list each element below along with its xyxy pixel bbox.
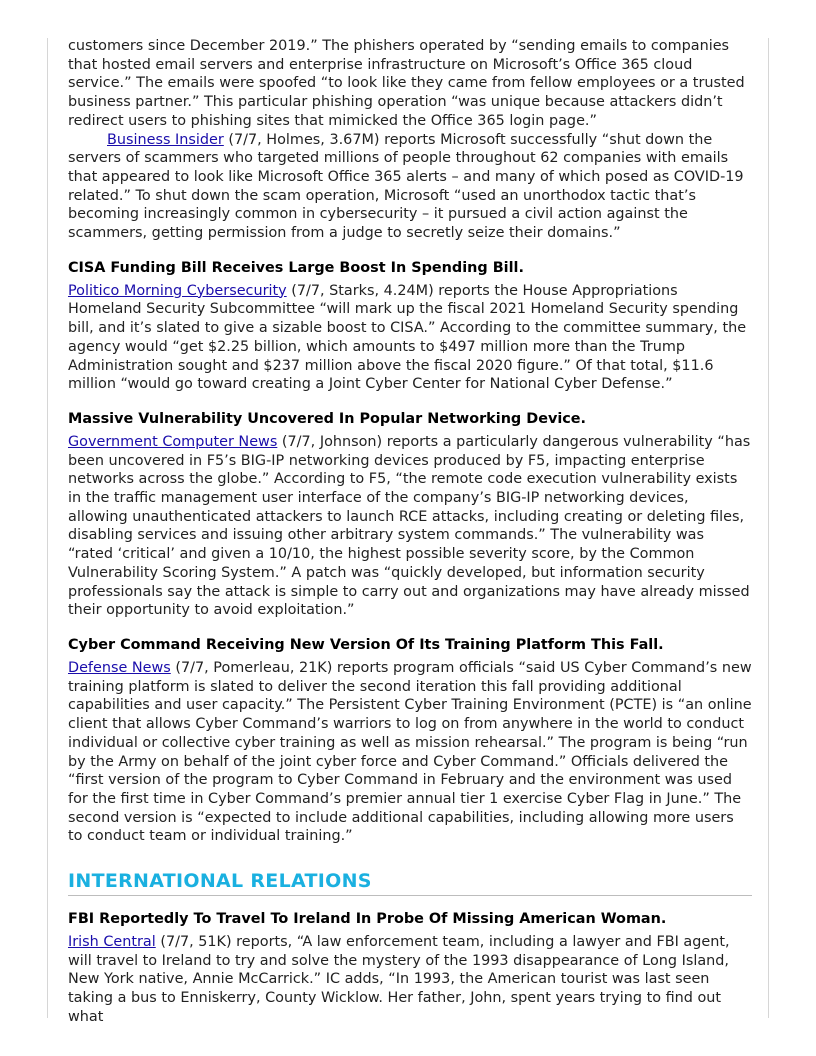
source-link-gcn[interactable]: Government Computer News [68,433,278,450]
article-headline-vulnerability: Massive Vulnerability Uncovered In Popular Networking Device. [68,410,587,427]
article-headline-cyber-command: Cyber Command Receiving New Version Of Its Training Platform This Fall. [68,636,664,653]
intro-paragraph [68,131,752,243]
article-body-cisa [68,282,752,394]
section-heading-international-relations: INTERNATIONAL RELATIONS [68,868,752,896]
document-page [68,37,752,1027]
right-margin-rule [768,38,769,1018]
source-link-irish-central[interactable]: Irish Central [68,934,156,951]
article-text-vulnerability: (7/7, Johnson) reports a particularly dangerous vulnerability “has been uncovered in F5’s BIG-IP networking devices produced by F5, impacting enterprise networks across the globe.” According to F5, “the remote code execution vulnerability exists in the traffic management user interface of the company’s BIG-IP networking devices, allowing unauthenticated attackers to launch RCE attacks, including creating or deleting files, disabling services and issuing other arbitrary system commands.” The vulnerability was “rated ‘critical’ and given a 10/10, the highest possible severity score, by the Common Vulnerability Scoring System.” A patch was “quickly developed, but information security professionals say the attack is simple to carry out and organizations may have already missed their opportunity to avoid exploitation.” [68,433,751,619]
article-body-vulnerability [68,433,752,620]
article-body-fbi-ireland [68,933,752,1027]
article-text-fbi-ireland: (7/7, 51K) reports, “A law enforcement team, including a lawyer and FBI agent, will travel to Ireland to try and solve the mystery of the 1993 disappearance of Long Island, New York native, Annie McCarrick.” IC adds, “In 1993, the American tourist was last seen taking a bus to Enniskerry, County Wicklow. Her father, John, spent years trying to find out what [68,934,730,1025]
article-headline-cisa: CISA Funding Bill Receives Large Boost In Spending Bill. [68,259,524,276]
intro-body: (7/7, Holmes, 3.67M) reports Microsoft successfully “shut down the servers of scammers who targeted millions of people throughout 62 companies with emails that appeared to look like Microsoft Office 365 alerts – and many of which posed as COVID-19 related.” To shut down the scam operation, Microsoft “used an unorthodox tactic that’s becoming increasingly common in cybersecurity – it pursued a civil action against the scammers, getting permission from a judge to secretly seize their domains.” [68,131,744,242]
left-margin-rule [47,38,48,1018]
article-headline-fbi-ireland: FBI Reportedly To Travel To Ireland In Probe Of Missing American Woman. [68,911,667,928]
article-body-cyber-command [68,659,752,846]
source-link-politico[interactable]: Politico Morning Cybersecurity [68,282,287,299]
source-link-defense-news[interactable]: Defense News [68,659,171,676]
intro-continuation: customers since December 2019.” The phishers operated by “sending emails to companies that hosted email servers and enterprise infrastructure on Microsoft’s Office 365 cloud service.” The emails were spoofed “to look like they came from fellow employees or a trusted business partner.” This particular phishing operation “was unique because attackers didn’t redirect users to phishing sites that mimicked the Office 365 login page.” [68,38,745,129]
article-text-cisa: (7/7, Starks, 4.24M) reports the House Appropriations Homeland Security Subcommittee “will mark up the fiscal 2021 Homeland Security spending bill, and it’s slated to give a sizable boost to CISA.” According to the committee summary, the agency would “get $2.25 billion, which amounts to $497 million more than the Trump Administration sought and $237 million above the fiscal 2020 figure.” Of that total, $11.6 million “would go toward creating a Joint Cyber Center for National Cyber Defense.” [68,282,747,393]
article-text-cyber-command: (7/7, Pomerleau, 21K) reports program officials “said US Cyber Command’s new training platform is slated to deliver the second iteration this fall providing additional capabilities and user capacity.” The Persistent Cyber Training Environment (PCTE) is “an online client that allows Cyber Command’s warriors to log on from anywhere in the world to conduct individual or collective cyber training as well as mission rehearsal.” The program is being “run by the Army on behalf of the joint cyber force and Cyber Command.” Officials delivered the “first version of the program to Cyber Command in February and the environment was used for the first time in Cyber Command’s premier annual tier 1 exercise Cyber Flag in June.” The second version is “expected to include additional capabilities, including allowing more users to conduct team or individual training.” [68,659,752,845]
source-link-business-insider[interactable]: Business Insider [107,131,224,148]
